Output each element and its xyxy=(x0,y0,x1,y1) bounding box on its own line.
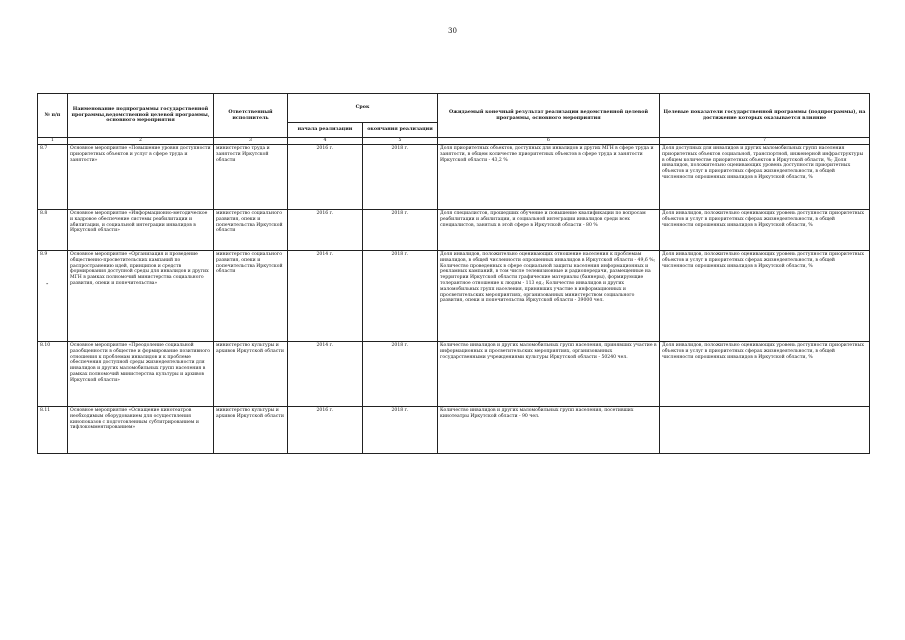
row-result: Доля приоритетных объектов, доступных для инвалидов и других МГН в сфере труда и занятости, в общем количестве приоритетных объектов в сфере труда и занятости Иркутской области - 43,2 % xyxy=(438,145,660,210)
row-start: 2016 г. xyxy=(288,145,363,210)
row-executor: министерство труда и занятости Иркутской области xyxy=(214,145,288,210)
row-result: Количество инвалидов и других маломобильных групп населения, принявших участие в информационных и просветительских мероприятиях, организованных государственными учреждениями культуры Иркутской области - 50240 чел. xyxy=(438,342,660,407)
row-indicators: Доля инвалидов, положительно оценивающих уровень доступности приоритетных объектов и услуг в приоритетных сферах жизнедеятельности, в общей численности опрошенных инвалидов в Иркутской области, % xyxy=(660,210,870,251)
header-indicators: Целевые показатели государственной программы (подпрограммы), на достижение которых оказывается влияние xyxy=(660,94,870,138)
row-end: 2018 г. xyxy=(363,210,438,251)
column-number: 5 xyxy=(363,138,438,145)
row-executor: министерство социального развития, опеки и попечительства Иркутской области xyxy=(214,210,288,251)
row-end: 2018 г. xyxy=(363,407,438,454)
table-row xyxy=(38,342,870,407)
row-end: 2018 г. xyxy=(363,145,438,210)
row-number: 8.11 xyxy=(38,407,68,454)
table-row xyxy=(38,210,870,251)
column-number: 6 xyxy=(438,138,660,145)
row-start: 2016 г. xyxy=(288,210,363,251)
row-end: 2018 г. xyxy=(363,342,438,407)
row-number: 8.7 xyxy=(38,145,68,210)
row-start: 2014 г. xyxy=(288,251,363,342)
table-row xyxy=(38,145,870,210)
column-number: 1 xyxy=(38,138,68,145)
row-executor: министерство культуры и архивов Иркутской области xyxy=(214,407,288,454)
program-table xyxy=(37,93,870,454)
row-name: Основное мероприятие «Повышение уровня доступности приоритетных объектов и услуг в сфере труда и занятости» xyxy=(68,145,214,210)
row-executor: министерство культуры и архивов Иркутской области xyxy=(214,342,288,407)
row-indicators: Доля доступных для инвалидов и других маломобильных групп населения приоритетных объектов социальной, транспортной, инженерной инфраструктуры в общем количестве приоритетных объектов в Иркутской области, %; Доля инвалидов, положительно оценивающих уровень доступности приоритетных объектов и услуг в приоритетных сферах жизнедеятельности, в общей численности опрошенных инвалидов в Иркутской области, % xyxy=(660,145,870,210)
header-start: начала реализации xyxy=(288,123,363,138)
header-end: окончания реализации xyxy=(363,123,438,138)
margin-mark: - xyxy=(46,280,49,288)
table-row xyxy=(38,251,870,342)
column-number: 7 xyxy=(660,138,870,145)
row-end: 2018 г. xyxy=(363,251,438,342)
row-result: Доля инвалидов, положительно оценивающих отношение населения к проблемам инвалидов, в общей численности опрошенных инвалидов в Иркутской области - 49,6 %; Количество проведенных в сфере социальной защиты населения информационных и рекламных кампаний, в том числе телевизионные и радиопередачи, размещенные на территории Иркутской области графические материалы (баннеры), формирующие толерантное отношение к людям - 113 ед.; Количество инвалидов и других маломобильных групп населения, принявших участие в информационных и просветительских мероприятиях, организованных министерством социального развития, опеки и попечительства Иркутской области - 39000 чел. xyxy=(438,251,660,342)
header-term: Срок xyxy=(288,94,438,123)
row-name: Основное мероприятие «Организация и проведение общественно-просветительских кампаний по распространению идей, принципов и средств формирования доступной среды для инвалидов и других МГН в рамках полномочий министерства социального развития, опеки и попечительства» xyxy=(68,251,214,342)
row-name: Основное мероприятие «Оснащение кинотеатров необходимым оборудованием для осуществления кинопоказов с подготовленным субтитрированием и тифлокомментированием» xyxy=(68,407,214,454)
row-start: 2016 г. xyxy=(288,407,363,454)
row-indicators xyxy=(660,407,870,454)
header-executor: Ответственный исполнитель xyxy=(214,94,288,138)
column-number: 3 xyxy=(214,138,288,145)
header-num: № п/п xyxy=(38,94,68,138)
row-number: 8.10 xyxy=(38,342,68,407)
row-number: 8.9 xyxy=(38,251,68,342)
row-indicators: Доля инвалидов, положительно оценивающих уровень доступности приоритетных объектов и услуг в приоритетных сферах жизнедеятельности, в общей численности опрошенных инвалидов в Иркутской области, % xyxy=(660,342,870,407)
header-name: Наименование подпрограммы государственной программы,ведомственной целевой программы, основного мероприятия xyxy=(68,94,214,138)
row-number: 8.8 xyxy=(38,210,68,251)
row-indicators: Доля инвалидов, положительно оценивающих уровень доступности приоритетных объектов и услуг в приоритетных сферах жизнедеятельности, в общей численности опрошенных инвалидов в Иркутской области, % xyxy=(660,251,870,342)
table-row xyxy=(38,407,870,454)
page-number: 30 xyxy=(448,27,457,35)
row-result: Количество инвалидов и других маломобильных групп населения, посетивших кинотеатры Иркутской области - 90 чел. xyxy=(438,407,660,454)
row-start: 2014 г. xyxy=(288,342,363,407)
column-number: 4 xyxy=(288,138,363,145)
row-name: Основное мероприятие «Информационно-методическое и кадровое обеспечение системы реабилитации и абилитации, и социальной интеграции инвалидов в Иркутской области» xyxy=(68,210,214,251)
column-number: 2 xyxy=(68,138,214,145)
column-number-row xyxy=(38,138,870,145)
row-result: Доля специалистов, прошедших обучение и повышение квалификации по вопросам реабилитации и абилитации, и социальной интеграции инвалидов среди всех специалистов, занятых в этой сфере в Иркутской области - 80 % xyxy=(438,210,660,251)
row-name: Основное мероприятие «Преодоление социальной разобщенности в обществе и формирование позитивного отношения к проблемам инвалидов и к проблеме обеспечения доступной среды жизнедеятельности для инвалидов и других маломобильных групп населения в рамках полномочий министерства культуры и архивов Иркутской области» xyxy=(68,342,214,407)
header-result: Ожидаемый конечный результат реализации ведомственной целевой программы, основного мероприятия xyxy=(438,94,660,138)
row-executor: министерство социального развития, опеки и попечительства Иркутской области xyxy=(214,251,288,342)
